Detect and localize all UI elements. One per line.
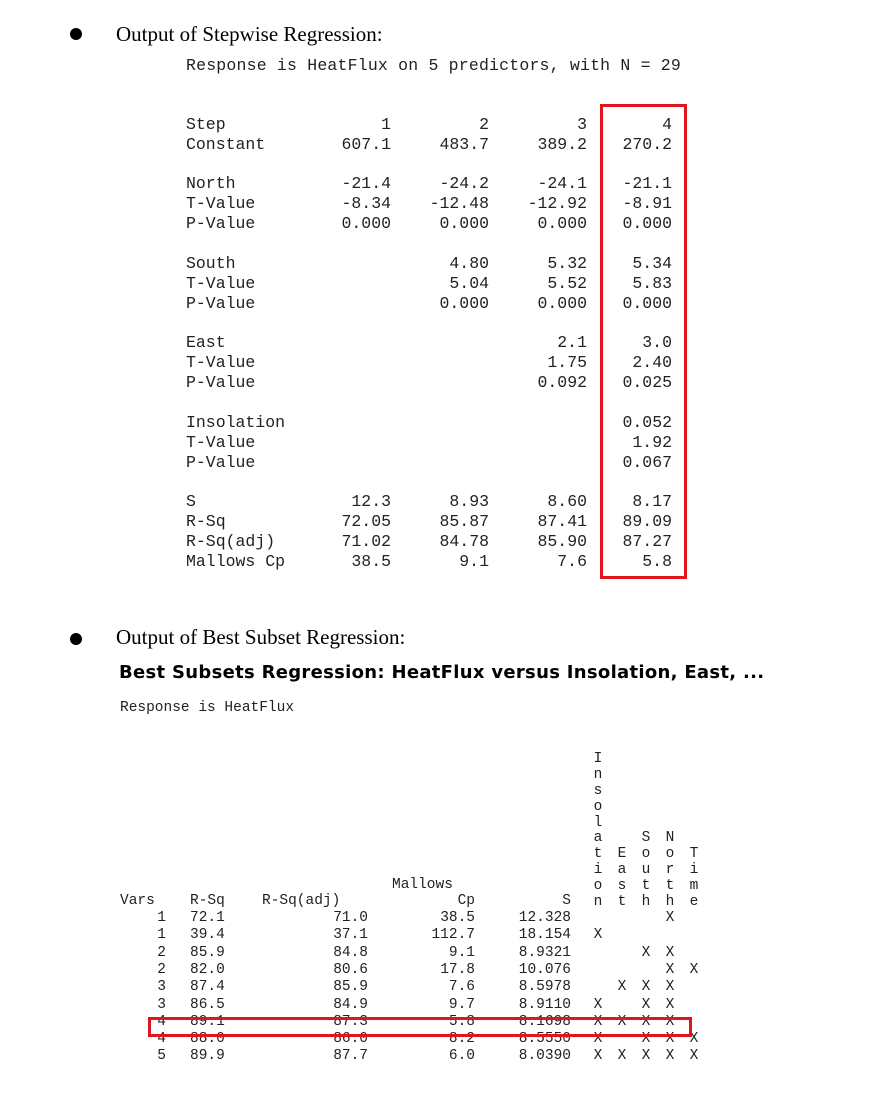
stepwise-value: 0.000 xyxy=(439,294,489,313)
stepwise-heading: Output of Stepwise Regression: xyxy=(116,22,383,46)
stepwise-row-label: Mallows Cp xyxy=(186,552,286,571)
best-subsets-cp: 6.0 xyxy=(448,1048,475,1065)
stepwise-value: -8.34 xyxy=(341,194,391,213)
predictor-included-mark: X xyxy=(665,944,675,961)
predictor-included-mark: X xyxy=(641,996,651,1013)
stepwise-value: 84.78 xyxy=(439,532,489,551)
stepwise-value: 9.1 xyxy=(459,552,489,571)
best-subsets-rsq: 89.1 xyxy=(190,1013,225,1030)
predictor-header-letter: l xyxy=(593,814,603,831)
predictor-included-mark: X xyxy=(641,1048,651,1065)
stepwise-row-label: T-Value xyxy=(186,353,256,372)
best-subsets-rsq: 89.9 xyxy=(190,1048,225,1065)
step-number: 1 xyxy=(381,115,391,134)
predictor-included-mark: X xyxy=(665,961,675,978)
stepwise-value: 1.92 xyxy=(632,433,672,452)
stepwise-row-label: T-Value xyxy=(186,433,256,452)
best-subsets-cp: 17.8 xyxy=(440,961,475,978)
predictor-included-mark: X xyxy=(593,1031,603,1048)
stepwise-value: -24.1 xyxy=(537,174,587,193)
best-subsets-s: 8.5978 xyxy=(518,979,571,996)
stepwise-value: -21.1 xyxy=(622,174,672,193)
stepwise-value: 5.34 xyxy=(632,254,672,273)
best-subsets-cp: 5.8 xyxy=(448,1013,475,1030)
best-subsets-vars: 3 xyxy=(157,979,166,996)
predictor-included-mark: X xyxy=(641,944,651,961)
stepwise-value: 85.90 xyxy=(537,532,587,551)
predictor-header-letter: a xyxy=(593,830,603,847)
step-label: Step xyxy=(186,115,226,134)
best-subsets-cp: 9.1 xyxy=(448,944,475,961)
predictor-header-letter: n xyxy=(593,766,603,783)
best-subsets-cp: 112.7 xyxy=(431,927,475,944)
best-subsets-rsq: 39.4 xyxy=(190,927,225,944)
stepwise-value: 5.04 xyxy=(449,274,489,293)
stepwise-value: 7.6 xyxy=(557,552,587,571)
best-subsets-rsqadj: 87.3 xyxy=(333,1013,368,1030)
stepwise-row-label: Insolation xyxy=(186,413,286,432)
stepwise-value: 0.000 xyxy=(439,214,489,233)
predictor-header-letter: o xyxy=(641,846,651,863)
predictor-included-mark: X xyxy=(593,996,603,1013)
stepwise-value: 12.3 xyxy=(351,492,391,511)
stepwise-value: 0.000 xyxy=(537,214,587,233)
stepwise-row-label: P-Value xyxy=(186,373,256,392)
stepwise-row-label: P-Value xyxy=(186,453,256,472)
stepwise-value: 3.0 xyxy=(642,333,672,352)
column-header: Vars xyxy=(120,893,155,909)
predictor-included-mark: X xyxy=(665,1013,675,1030)
stepwise-value: 5.32 xyxy=(547,254,587,273)
best-subsets-rsqadj: 85.9 xyxy=(333,979,368,996)
predictor-header-letter: E xyxy=(617,846,627,863)
stepwise-value: 0.000 xyxy=(341,214,391,233)
predictor-header-letter: o xyxy=(665,846,675,863)
predictor-included-mark: X xyxy=(617,1048,627,1065)
predictor-header-letter: t xyxy=(665,878,675,895)
best-subsets-s: 8.9110 xyxy=(518,996,571,1013)
predictor-included-mark: X xyxy=(689,1048,699,1065)
stepwise-row-label: S xyxy=(186,492,196,511)
predictor-header-letter: t xyxy=(641,878,651,895)
stepwise-value: 1.75 xyxy=(547,353,587,372)
predictor-header-letter: e xyxy=(689,894,699,910)
stepwise-row-label: R-Sq(adj) xyxy=(186,532,276,551)
best-subsets-s: 8.5550 xyxy=(518,1031,571,1048)
stepwise-value: 607.1 xyxy=(341,135,391,154)
best-subsets-rsq: 87.4 xyxy=(190,979,225,996)
predictor-included-mark: X xyxy=(665,910,675,926)
predictor-header-letter: h xyxy=(665,894,675,910)
stepwise-value: 0.092 xyxy=(537,373,587,392)
best-subsets-s: 10.076 xyxy=(518,961,571,978)
predictor-included-mark: X xyxy=(641,1013,651,1030)
column-header: Cp xyxy=(457,893,475,909)
predictor-header-letter: s xyxy=(593,782,603,799)
predictor-included-mark: X xyxy=(617,1013,627,1030)
predictor-included-mark: X xyxy=(641,1031,651,1048)
stepwise-value: 2.1 xyxy=(557,333,587,352)
stepwise-value: 270.2 xyxy=(622,135,672,154)
best-subsets-rsqadj: 86.0 xyxy=(333,1031,368,1048)
predictor-header-letter: s xyxy=(617,878,627,895)
stepwise-value: 0.000 xyxy=(622,214,672,233)
stepwise-value: -8.91 xyxy=(622,194,672,213)
stepwise-value: -12.48 xyxy=(429,194,489,213)
stepwise-value: 87.27 xyxy=(622,532,672,551)
stepwise-row-label: R-Sq xyxy=(186,512,226,531)
best-subsets-s: 8.0390 xyxy=(518,1048,571,1065)
predictor-included-mark: X xyxy=(665,979,675,996)
best-subsets-s: 18.154 xyxy=(518,927,571,944)
bullet-icon xyxy=(70,28,82,40)
stepwise-value: 0.067 xyxy=(622,453,672,472)
stepwise-value: 5.83 xyxy=(632,274,672,293)
predictor-included-mark: X xyxy=(689,1031,699,1048)
predictor-included-mark: X xyxy=(617,979,627,996)
step4-highlight-box xyxy=(600,104,687,579)
predictor-included-mark: X xyxy=(593,1048,603,1065)
stepwise-value: 0.052 xyxy=(622,413,672,432)
stepwise-row-label: T-Value xyxy=(186,274,256,293)
predictor-included-mark: X xyxy=(665,1031,675,1048)
stepwise-value: 8.93 xyxy=(449,492,489,511)
predictor-header-letter: N xyxy=(665,830,675,847)
predictor-header-letter: m xyxy=(689,878,699,895)
predictor-header-letter: o xyxy=(593,798,603,815)
best-subsets-s: 8.1698 xyxy=(518,1013,571,1030)
stepwise-value: 8.60 xyxy=(547,492,587,511)
best-subsets-vars: 1 xyxy=(157,927,166,944)
predictor-header-letter: I xyxy=(593,750,603,767)
best-subsets-vars: 2 xyxy=(157,961,166,978)
stepwise-value: 2.40 xyxy=(632,353,672,372)
best-subsets-rsq: 85.9 xyxy=(190,944,225,961)
predictor-included-mark: X xyxy=(593,1013,603,1030)
best-subsets-rsq: 72.1 xyxy=(190,910,225,926)
best-subsets-vars: 4 xyxy=(157,1031,166,1048)
stepwise-value: 8.17 xyxy=(632,492,672,511)
predictor-header-letter: u xyxy=(641,862,651,879)
best-subsets-rsq: 86.5 xyxy=(190,996,225,1013)
stepwise-value: 483.7 xyxy=(439,135,489,154)
best-subsets-cp: 8.2 xyxy=(448,1031,475,1048)
best-subsets-vars: 1 xyxy=(157,910,166,926)
stepwise-value: 85.87 xyxy=(439,512,489,531)
bullet-icon xyxy=(70,633,82,645)
stepwise-row-label: Constant xyxy=(186,135,266,154)
stepwise-value: -21.4 xyxy=(341,174,391,193)
stepwise-value: -12.92 xyxy=(527,194,587,213)
best-subsets-title: Best Subsets Regression: HeatFlux versus Insolation, East, ... xyxy=(119,662,765,683)
stepwise-value: 87.41 xyxy=(537,512,587,531)
stepwise-value: 5.8 xyxy=(642,552,672,571)
best-subsets-s: 8.9321 xyxy=(518,944,571,961)
stepwise-value: 4.80 xyxy=(449,254,489,273)
mallows-label: Mallows xyxy=(392,877,453,893)
column-header: S xyxy=(562,893,571,909)
stepwise-row-label: South xyxy=(186,254,236,273)
best-subsets-rsqadj: 37.1 xyxy=(333,927,368,944)
stepwise-value: 72.05 xyxy=(341,512,391,531)
predictor-included-mark: X xyxy=(665,1048,675,1065)
predictor-header-letter: h xyxy=(641,894,651,910)
best-subsets-cp: 38.5 xyxy=(440,910,475,926)
best-subsets-vars: 2 xyxy=(157,944,166,961)
best-subsets-rsq: 82.0 xyxy=(190,961,225,978)
predictor-included-mark: X xyxy=(641,979,651,996)
best-subsets-rsqadj: 80.6 xyxy=(333,961,368,978)
column-header: R-Sq(adj) xyxy=(262,893,341,909)
stepwise-row-label: East xyxy=(186,333,226,352)
stepwise-value: 0.000 xyxy=(537,294,587,313)
column-header: R-Sq xyxy=(190,893,225,909)
stepwise-value: 0.000 xyxy=(622,294,672,313)
predictor-included-mark: X xyxy=(665,996,675,1013)
stepwise-value: 89.09 xyxy=(622,512,672,531)
predictor-header-letter: t xyxy=(617,894,627,910)
best-subsets-rsqadj: 84.8 xyxy=(333,944,368,961)
stepwise-value: 5.52 xyxy=(547,274,587,293)
step-number: 4 xyxy=(662,115,672,134)
predictor-included-mark: X xyxy=(689,961,699,978)
predictor-header-letter: S xyxy=(641,830,651,847)
predictor-header-letter: T xyxy=(689,846,699,863)
stepwise-row-label: P-Value xyxy=(186,294,256,313)
stepwise-response-line: Response is HeatFlux on 5 predictors, with N = 29 xyxy=(186,56,681,75)
predictor-header-letter: i xyxy=(689,862,699,879)
best-subsets-rsqadj: 87.7 xyxy=(333,1048,368,1065)
stepwise-row-label: T-Value xyxy=(186,194,256,213)
predictor-header-letter: o xyxy=(593,878,603,895)
predictor-header-letter: n xyxy=(593,894,603,910)
stepwise-row-label: North xyxy=(186,174,236,193)
step-number: 2 xyxy=(479,115,489,134)
predictor-header-letter: a xyxy=(617,862,627,879)
best-subsets-cp: 7.6 xyxy=(448,979,475,996)
predictor-header-letter: r xyxy=(665,862,675,879)
predictor-header-letter: i xyxy=(593,862,603,879)
stepwise-value: 389.2 xyxy=(537,135,587,154)
best-subsets-cp: 9.7 xyxy=(448,996,475,1013)
step-number: 3 xyxy=(577,115,587,134)
best-subsets-response-line: Response is HeatFlux xyxy=(120,700,295,716)
best-model-highlight-box xyxy=(148,1017,692,1037)
best-subsets-rsq: 88.0 xyxy=(190,1031,225,1048)
best-subsets-s: 12.328 xyxy=(518,910,571,926)
stepwise-row-label: P-Value xyxy=(186,214,256,233)
stepwise-value: 71.02 xyxy=(341,532,391,551)
stepwise-value: 38.5 xyxy=(351,552,391,571)
predictor-header-letter: t xyxy=(593,846,603,863)
best-subsets-vars: 4 xyxy=(157,1013,166,1030)
best-subsets-rsqadj: 84.9 xyxy=(333,996,368,1013)
stepwise-value: -24.2 xyxy=(439,174,489,193)
best-subsets-vars: 3 xyxy=(157,996,166,1013)
stepwise-value: 0.025 xyxy=(622,373,672,392)
best-subsets-vars: 5 xyxy=(157,1048,166,1065)
predictor-included-mark: X xyxy=(593,927,603,944)
best-subsets-heading: Output of Best Subset Regression: xyxy=(116,625,406,649)
best-subsets-rsqadj: 71.0 xyxy=(333,910,368,926)
